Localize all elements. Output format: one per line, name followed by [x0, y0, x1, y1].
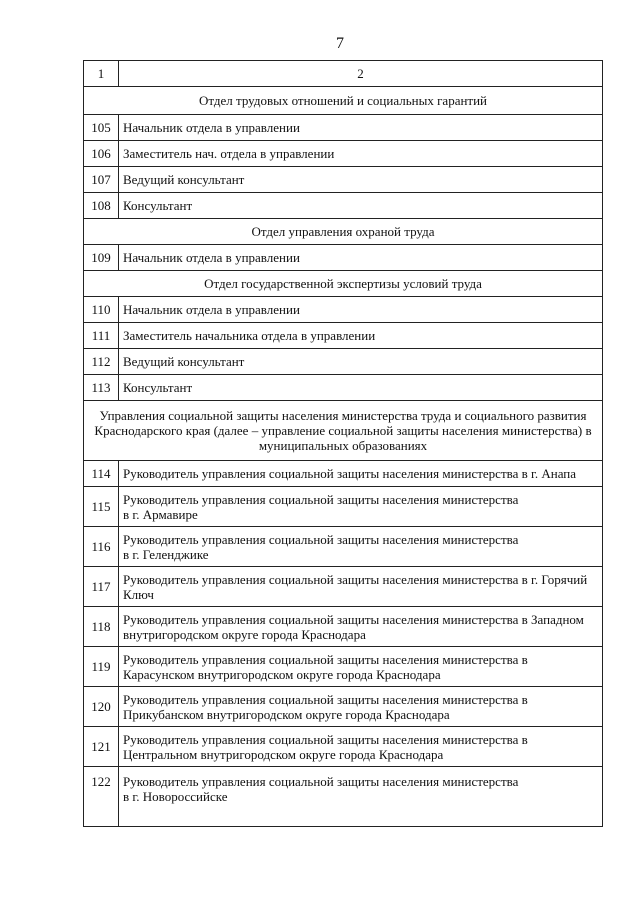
- page-number: 7: [336, 35, 344, 52]
- row-number: 107: [84, 167, 119, 193]
- table-row: [84, 527, 603, 567]
- position-title-line-2: в г. Новороссийске: [123, 789, 228, 804]
- position-title: [119, 687, 603, 727]
- table-row: [84, 193, 603, 219]
- table-row: [84, 487, 603, 527]
- row-number: 122: [84, 767, 119, 827]
- table-row: [84, 245, 603, 271]
- section-title-working-conditions-expertise: Отдел государственной экспертизы условий труда: [84, 271, 603, 297]
- row-number: 120: [84, 687, 119, 727]
- section-row: [84, 271, 603, 297]
- position-title-line-1: Руководитель управления социальной защиты населения министерства в Западном: [123, 611, 584, 627]
- position-title-line-1: Руководитель управления социальной защиты населения министерства: [123, 491, 519, 507]
- position-title-line-2: Прикубанском внутригородском округе города Краснодара: [123, 706, 450, 722]
- table-row: [84, 461, 603, 487]
- position-title-line-1: Руководитель управления социальной защиты населения министерства в: [123, 691, 528, 707]
- table-row: [84, 349, 603, 375]
- row-number: 116: [84, 527, 119, 567]
- section-title-labor-protection: Отдел управления охраной труда: [84, 219, 603, 245]
- position-title: Консультант: [119, 375, 603, 401]
- position-title: [119, 727, 603, 767]
- section-row: [84, 401, 603, 461]
- row-number: 117: [84, 567, 119, 607]
- position-title: Ведущий консультант: [119, 167, 603, 193]
- position-title: Руководитель управления социальной защиты населения министерства в г. Анапа: [119, 461, 603, 487]
- position-title-line-2: в г. Армавире: [123, 506, 198, 522]
- row-number: 114: [84, 461, 119, 487]
- table-row: [84, 727, 603, 767]
- row-number: 112: [84, 349, 119, 375]
- position-title: [119, 767, 603, 827]
- table-header-row: [84, 61, 603, 87]
- table-row: [84, 141, 603, 167]
- row-number: 115: [84, 487, 119, 527]
- position-title: Начальник отдела в управлении: [119, 245, 603, 271]
- section-row: [84, 87, 603, 115]
- table-row: [84, 323, 603, 349]
- row-number: 111: [84, 323, 119, 349]
- position-title: Начальник отдела в управлении: [119, 115, 603, 141]
- position-title-line-1: Руководитель управления социальной защиты населения министерства в: [123, 651, 528, 667]
- row-number: 113: [84, 375, 119, 401]
- position-title-line-2: Центральном внутригородском округе города Краснодара: [123, 746, 444, 762]
- row-number: 108: [84, 193, 119, 219]
- position-title: Консультант: [119, 193, 603, 219]
- section-row: [84, 219, 603, 245]
- section-title-labor-relations: Отдел трудовых отношений и социальных гарантий: [84, 87, 603, 115]
- position-title-line-2: Карасунском внутригородском округе города Краснодара: [123, 666, 441, 682]
- position-title: Ведущий консультант: [119, 349, 603, 375]
- position-title-line-1: Руководитель управления социальной защиты населения министерства в: [123, 731, 528, 747]
- position-title-line-1: Руководитель управления социальной защиты населения министерства: [123, 774, 519, 789]
- column-header-1: 1: [84, 61, 119, 87]
- row-number: 121: [84, 727, 119, 767]
- position-title: [119, 487, 603, 527]
- position-title: [119, 607, 603, 647]
- position-title-line-2: внутригородском округе города Краснодара: [123, 626, 366, 642]
- position-title: Заместитель начальника отдела в управлении: [119, 323, 603, 349]
- position-title: [119, 527, 603, 567]
- table-row: [84, 115, 603, 141]
- table-row: [84, 375, 603, 401]
- position-title: [119, 647, 603, 687]
- column-header-2: 2: [119, 61, 603, 87]
- table-row: [84, 167, 603, 193]
- table-row: [84, 567, 603, 607]
- section-title-social-protection-departments: Управления социальной защиты населения министерства труда и социального развития Краснодарского края (далее – управление социальной защиты населения министерства) в муниципальных образованиях: [84, 401, 603, 461]
- row-number: 119: [84, 647, 119, 687]
- position-title: Заместитель нач. отдела в управлении: [119, 141, 603, 167]
- position-title: Начальник отдела в управлении: [119, 297, 603, 323]
- position-title-line-1: Руководитель управления социальной защиты населения министерства: [123, 531, 519, 547]
- table-row: [84, 607, 603, 647]
- table-row: [84, 297, 603, 323]
- row-number: 106: [84, 141, 119, 167]
- table-row: [84, 687, 603, 727]
- row-number: 109: [84, 245, 119, 271]
- row-number: 105: [84, 115, 119, 141]
- table-row: [84, 647, 603, 687]
- position-title: [119, 567, 603, 607]
- row-number: 110: [84, 297, 119, 323]
- position-title-line-2: в г. Геленджике: [123, 546, 209, 562]
- positions-table: [83, 60, 603, 827]
- position-title-line-2: Ключ: [123, 586, 154, 602]
- position-title-line-1: Руководитель управления социальной защиты населения министерства в г. Горячий: [123, 571, 588, 587]
- table-row: [84, 767, 603, 827]
- row-number: 118: [84, 607, 119, 647]
